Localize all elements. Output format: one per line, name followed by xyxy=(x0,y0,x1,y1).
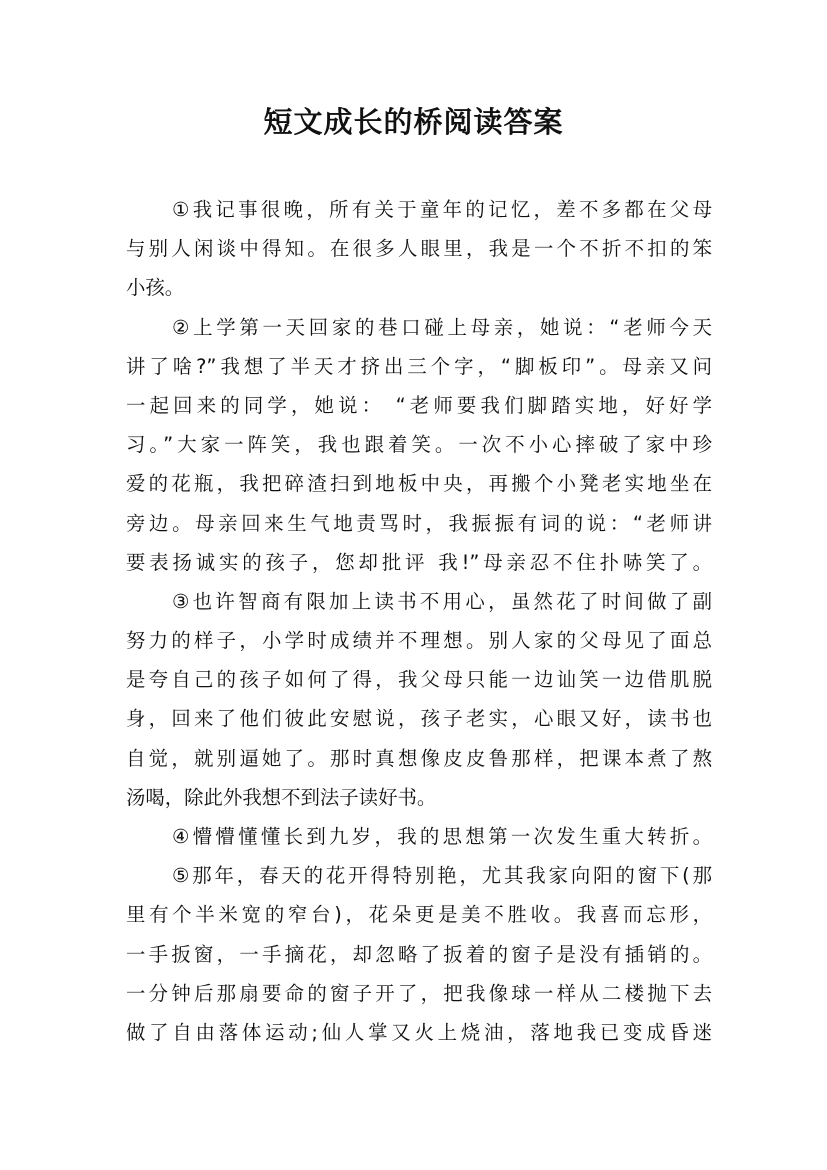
text-line: ①我记事很晚，所有关于童年的记忆，差不多都在父母 xyxy=(172,198,712,221)
text-line: 是夸自己的孩子如何了得，我父母只能一边讪笑一边借肌脱 xyxy=(126,668,712,692)
document-title: 短文成长的桥阅读答案 xyxy=(263,105,564,139)
text-line: 要表扬诚实的孩子，您却批评 我!”母亲忍不住扑哧笑了。 xyxy=(126,550,712,574)
text-line: 爱的花瓶，我把碎渣扫到地板中央，再搬个小凳老实地坐在 xyxy=(126,472,712,496)
text-line: ⑤那年，春天的花开得特别艳，尤其我家向阳的窗下(那 xyxy=(172,864,712,888)
text-line: 一起回来的同学，她说： “老师要我们脚踏实地，好好学 xyxy=(126,393,712,417)
text-line: 做了自由落体运动;仙人掌又火上烧油，落地我已变成昏迷 xyxy=(126,1020,712,1044)
text-line: 小孩。 xyxy=(126,276,185,300)
text-line: 习。”大家一阵笑，我也跟着笑。一次不小心摔破了家中珍 xyxy=(126,433,712,457)
text-line: 讲了啥?”我想了半天才挤出三个字，“脚板印”。母亲又问 xyxy=(126,354,712,378)
document-body xyxy=(126,190,712,1052)
text-line: 努力的样子，小学时成绩并不理想。别人家的父母见了面总 xyxy=(126,629,712,653)
text-line: ③也许智商有限加上读书不用心，虽然花了时间做了副 xyxy=(172,589,712,613)
text-line: 自觉，就别逼她了。那时真想像皮皮鲁那样，把课本煮了熬 xyxy=(126,746,712,770)
text-line: ④懵懵懂懂长到九岁，我的思想第一次发生重大转折。 xyxy=(172,825,712,848)
text-line: 里有个半米宽的窄台)，花朵更是美不胜收。我喜而忘形， xyxy=(126,903,712,927)
text-line: 一分钟后那扇要命的窗子开了，把我像球一样从二楼抛下去 xyxy=(126,981,712,1005)
text-line: 与别人闲谈中得知。在很多人眼里，我是一个不折不扣的笨 xyxy=(126,237,712,261)
text-line: 旁边。母亲回来生气地责骂时，我振振有词的说：“老师讲 xyxy=(126,511,712,535)
text-line: 汤喝，除此外我想不到法子读好书。 xyxy=(126,785,437,809)
text-line: 一手扳窗，一手摘花，却忽略了扳着的窗子是没有插销的。 xyxy=(126,942,712,966)
text-line: 身，回来了他们彼此安慰说，孩子老实，心眼又好，读书也 xyxy=(126,707,712,731)
text-line: ②上学第一天回家的巷口碰上母亲，她说：“老师今天 xyxy=(172,315,712,339)
